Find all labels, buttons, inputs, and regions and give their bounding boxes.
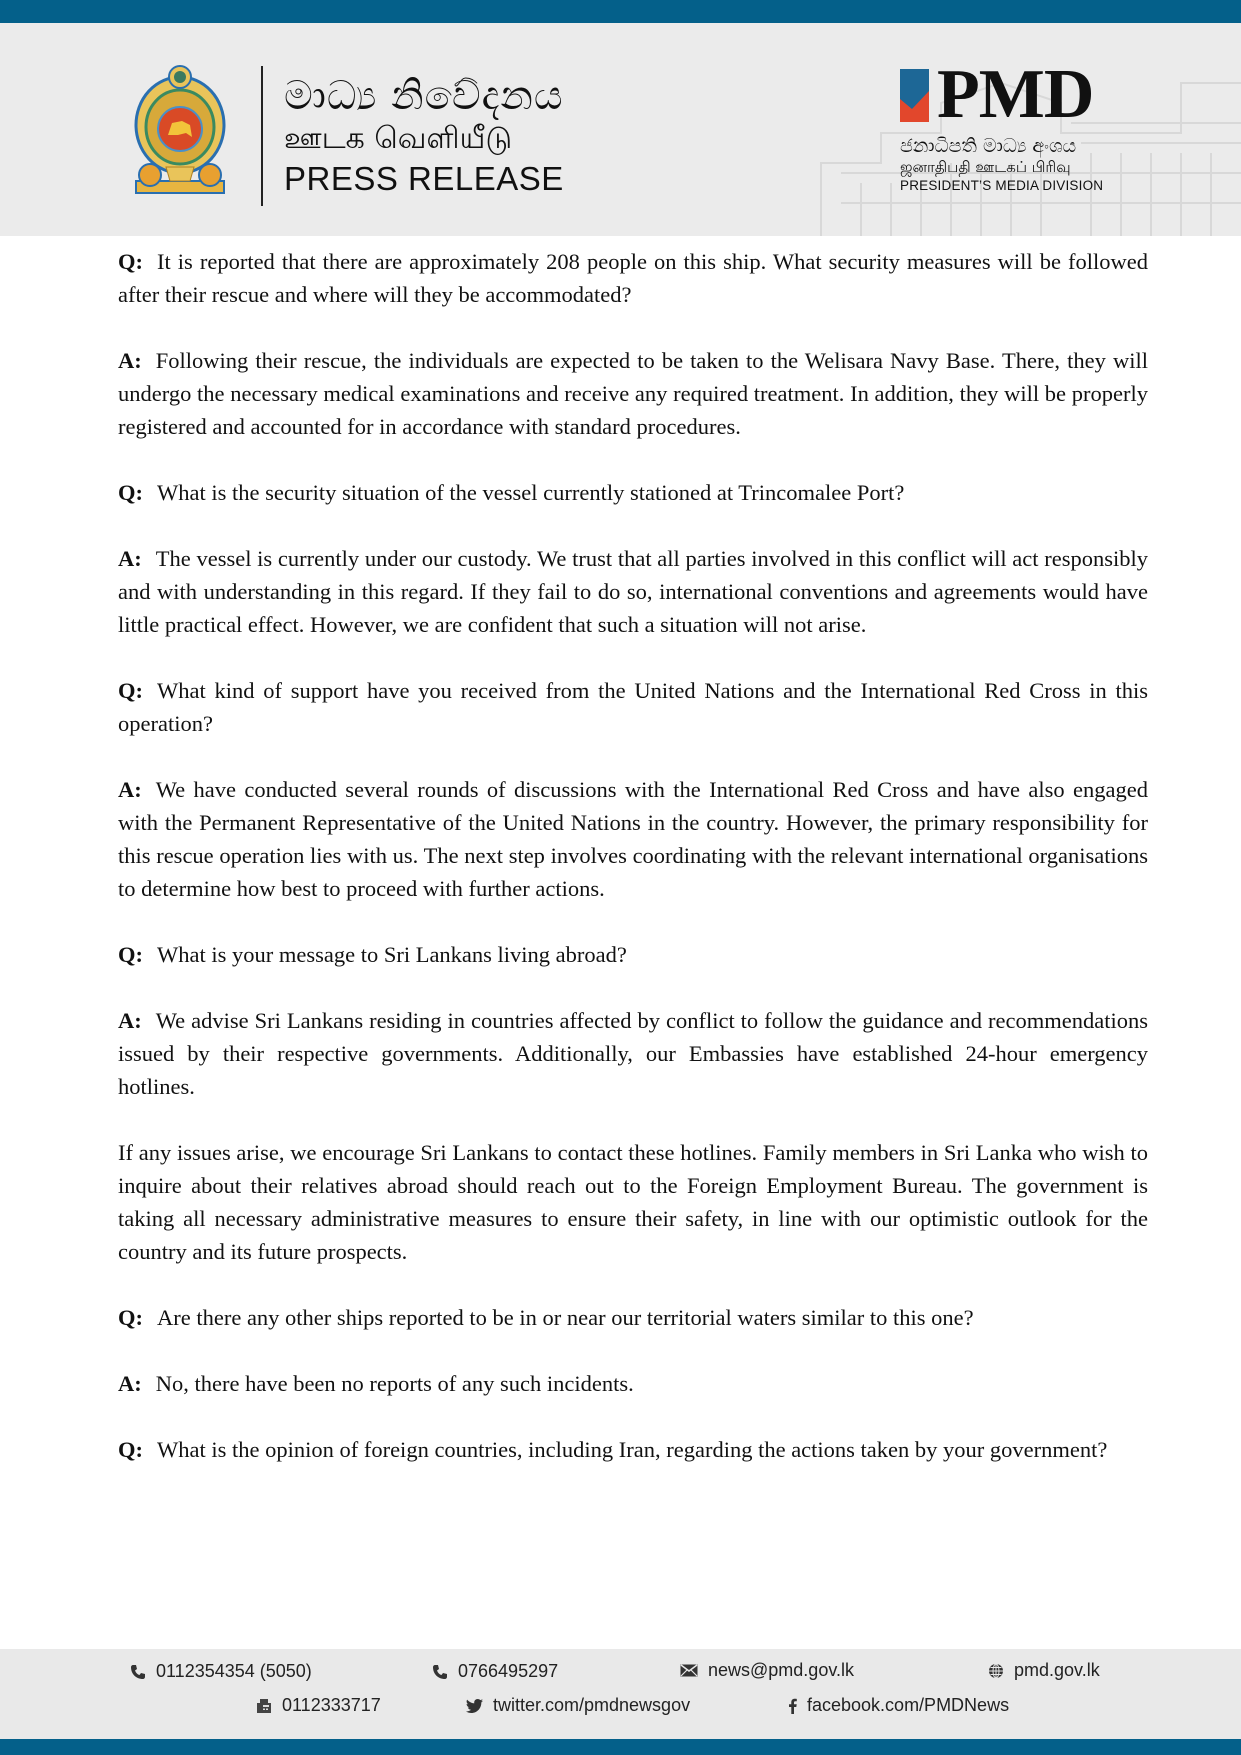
bottom-accent-bar [0, 1739, 1241, 1755]
top-accent-bar [0, 0, 1241, 23]
twitter-text: twitter.com/pmdnewsgov [493, 1695, 691, 1715]
paragraph-text: We have conducted several rounds of discussions with the International Red Cross and have also engaged with the Permanent Representative of the United Nations in the country. However, the primary responsibility for this rescue operation lies with us. The next step involves coordinating with the relevant international organisations to determine how best to proceed with further actions. [118, 777, 1148, 901]
title-english: PRESS RELEASE [284, 160, 564, 197]
phone-mobile-text: 0766495297 [458, 1661, 559, 1681]
paragraph-text: The vessel is currently under our custody. We trust that all parties involved in this conflict will act responsibly and with understanding in this regard. If they fail to do so, international conventions and agreements would have little practical effect. However, we are confident that such a situation will not arise. [118, 546, 1148, 637]
facebook-icon [788, 1698, 797, 1714]
qa-label: Q: [118, 678, 143, 703]
sri-lanka-emblem-icon [132, 63, 228, 203]
phone-hotline-text: 0112354354 (5050) [156, 1661, 312, 1681]
question-paragraph [118, 1301, 1148, 1334]
paragraph-text: What is the security situation of the vessel currently stationed at Trincomalee Port? [157, 480, 905, 505]
qa-label: A: [118, 546, 142, 571]
pmd-logo-block [900, 56, 1110, 195]
footer-phone-mobile[interactable] [432, 1661, 558, 1682]
question-paragraph [118, 476, 1148, 509]
footer-twitter[interactable] [466, 1695, 690, 1716]
paragraph-text: What kind of support have you received from the United Nations and the International Red Cross in this operation? [118, 678, 1148, 736]
footer-phone-hotline[interactable] [130, 1661, 312, 1682]
title-sinhala: මාධ්‍ය නිවේදනය [284, 73, 564, 119]
press-release-body [118, 245, 1148, 1499]
paragraph-text: What is the opinion of foreign countries, including Iran, regarding the actions taken by your government? [157, 1437, 1108, 1462]
answer-paragraph [118, 344, 1148, 443]
answer-continuation-paragraph [118, 1136, 1148, 1268]
pmd-square-icon [900, 69, 929, 122]
question-paragraph [118, 938, 1148, 971]
title-tamil: ஊடக வெளியீடு [284, 121, 513, 156]
qa-label: A: [118, 777, 142, 802]
paragraph-text: No, there have been no reports of any such incidents. [155, 1371, 634, 1396]
qa-label: Q: [118, 1437, 143, 1462]
question-paragraph [118, 1433, 1148, 1466]
answer-paragraph [118, 1004, 1148, 1103]
paragraph-text: Are there any other ships reported to be in or near our territorial waters similar to this one? [157, 1305, 974, 1330]
contact-footer [0, 1649, 1241, 1739]
answer-paragraph [118, 1367, 1148, 1400]
fax-icon [256, 1698, 272, 1714]
phone-icon [130, 1664, 146, 1680]
envelope-icon [680, 1664, 698, 1677]
qa-label: Q: [118, 249, 143, 274]
qa-label: Q: [118, 942, 143, 967]
footer-website[interactable] [988, 1660, 1100, 1681]
pmd-logo-text: PMD [937, 56, 1094, 133]
pmd-name-english: PRESIDENT’S MEDIA DIVISION [900, 178, 1104, 193]
pmd-name-tamil: ஜனாதிபதி ஊடகப் பிரிவு [900, 158, 1071, 176]
phone-icon [432, 1664, 448, 1680]
footer-facebook[interactable] [788, 1695, 1009, 1716]
paragraph-text: Following their rescue, the individuals are expected to be taken to the Welisara Navy Base. There, they will undergo the necessary medical examinations and receive any required treatment. In addition, they will be properly registered and accounted for in accordance with standard procedures. [118, 348, 1148, 439]
qa-label: Q: [118, 1305, 143, 1330]
fax-text: 0112333717 [282, 1695, 381, 1715]
qa-label: A: [118, 1008, 142, 1033]
website-text: pmd.gov.lk [1014, 1660, 1100, 1680]
globe-icon [988, 1663, 1004, 1679]
facebook-text: facebook.com/PMDNews [807, 1695, 1010, 1715]
header-divider [261, 66, 263, 206]
paragraph-text: We advise Sri Lankans residing in countries affected by conflict to follow the guidance and recommendations issued by their respective governments. Additionally, our Embassies have established 24-hour emergency hotlines. [118, 1008, 1148, 1099]
twitter-icon [466, 1699, 483, 1713]
email-text: news@pmd.gov.lk [708, 1660, 854, 1680]
question-paragraph [118, 674, 1148, 740]
question-paragraph [118, 245, 1148, 311]
qa-label: A: [118, 1371, 142, 1396]
pmd-name-sinhala: ජනාධිපති මාධ්‍ය අංශය [900, 135, 1077, 157]
paragraph-text: What is your message to Sri Lankans living abroad? [157, 942, 627, 967]
footer-email[interactable] [680, 1660, 854, 1681]
qa-label: A: [118, 348, 142, 373]
footer-fax[interactable] [256, 1695, 381, 1716]
answer-paragraph [118, 773, 1148, 905]
press-release-title-block [284, 73, 564, 199]
paragraph-text: If any issues arise, we encourage Sri Lankans to contact these hotlines. Family members in Sri Lanka who wish to inquire about their relatives abroad should reach out to the Foreign Employment Bureau. The government is taking all necessary administrative measures to ensure their safety, in line with our optimistic outlook for the country and its future prospects. [118, 1140, 1148, 1264]
answer-paragraph [118, 542, 1148, 641]
qa-label: Q: [118, 480, 143, 505]
paragraph-text: It is reported that there are approximately 208 people on this ship. What security measures will be followed after their rescue and where will they be accommodated? [118, 249, 1148, 307]
press-release-header [0, 23, 1241, 236]
